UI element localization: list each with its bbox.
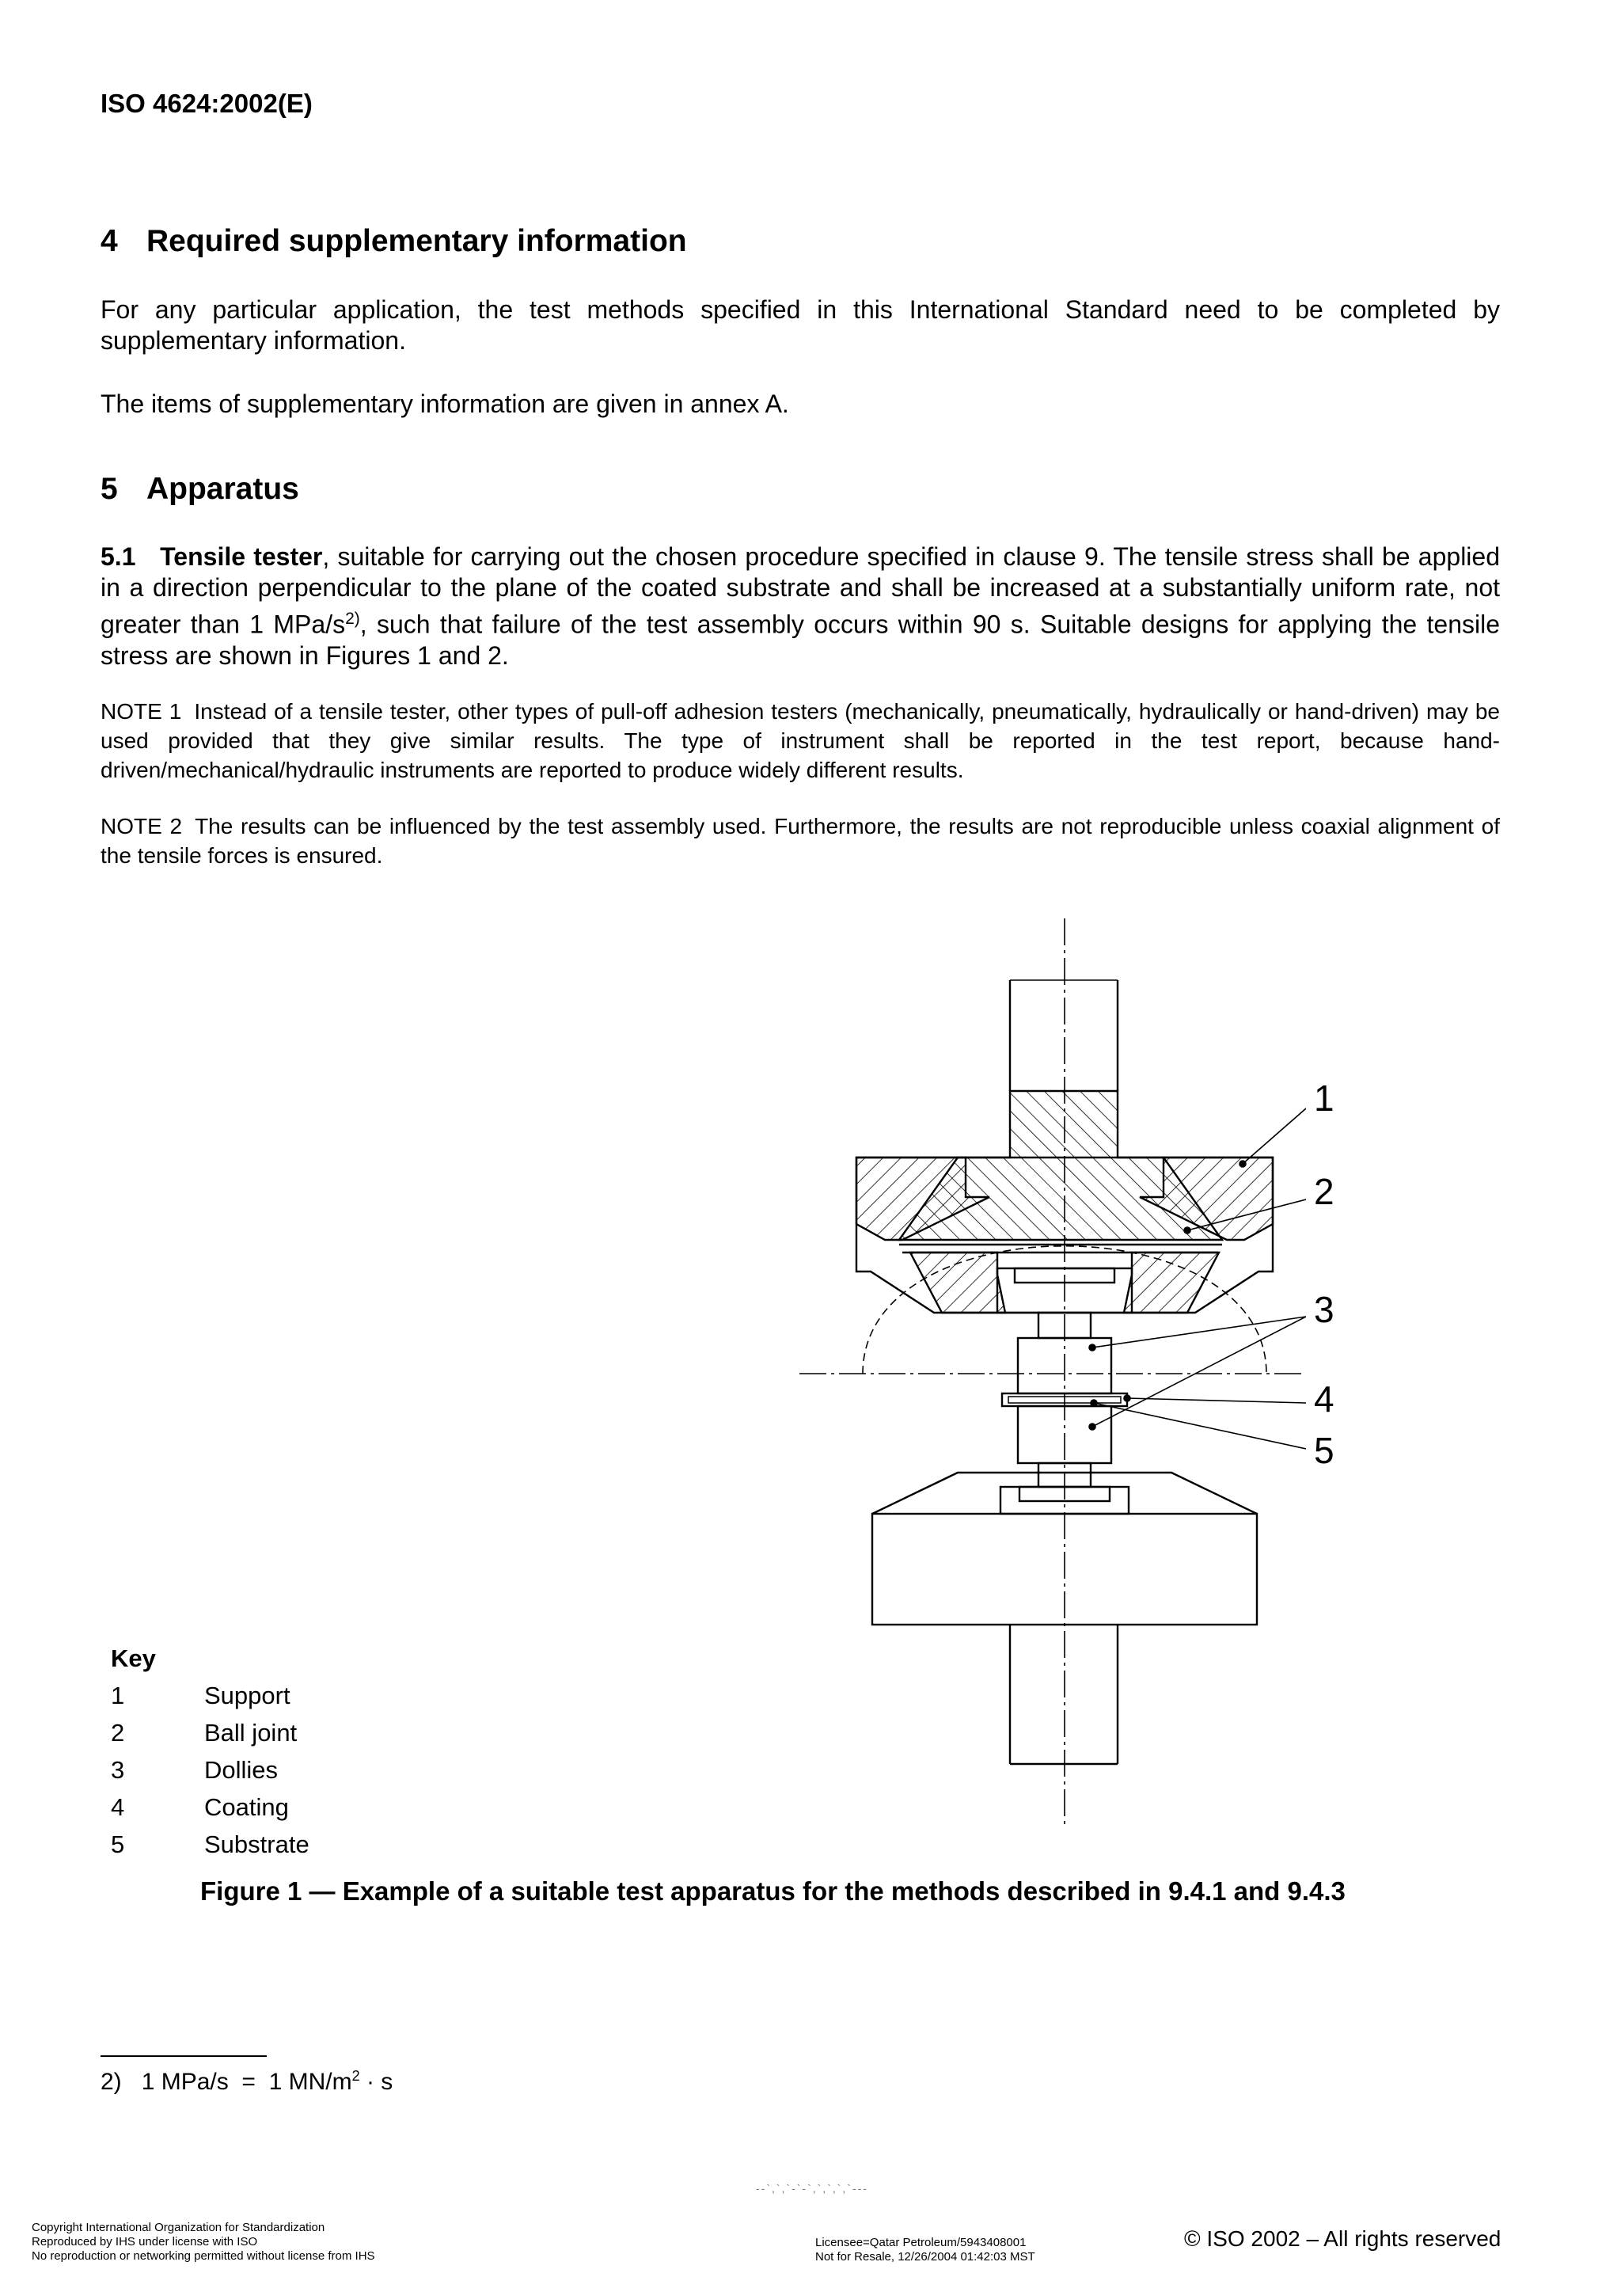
key-row (111, 1830, 309, 1859)
key-number: 3 (111, 1756, 125, 1784)
note-label: NOTE 2 (101, 814, 183, 838)
key-row (111, 1719, 297, 1747)
callout-5: 5 (1314, 1430, 1334, 1471)
clause-number: 5.1 (101, 542, 136, 571)
footer-line: No reproduction or networking permitted without license from IHS (32, 2249, 375, 2263)
section-title: Required supplementary information (146, 224, 687, 258)
section-4-heading (101, 224, 687, 259)
key-number: 2 (111, 1719, 125, 1747)
callout-3: 3 (1314, 1289, 1334, 1330)
document-id: ISO 4624:2002(E) (101, 89, 313, 118)
footer-licensee (815, 2236, 1035, 2264)
support-lower-hatch (910, 1253, 1005, 1313)
section-4-paragraph-2: The items of supplementary information are given in annex A. (101, 390, 789, 418)
callout-4: 4 (1314, 1378, 1334, 1420)
footnote-number: 2) (101, 2069, 122, 2095)
section-4-paragraph-1: For any particular application, the test methods specified in this International Standard need to be completed by supplementary information. (101, 295, 1500, 355)
support-lower-hatch-right (1124, 1253, 1219, 1313)
footer-line: Reproduced by IHS under license with ISO (32, 2235, 258, 2248)
footnote-reference: 2) (345, 610, 360, 628)
note-label: NOTE 1 (101, 699, 182, 724)
scan-artifact: --`,`,`-`-`,`,`,`,`--- (756, 2182, 868, 2195)
note-text: Instead of a tensile tester, other types of pull-off adhesion testers (mechanically, pneumatically, hydraulically or hand-driven) may be used provided that they give similar results. The type of instrument shall be reported in the test report, because hand-driven/mechanical/hydraulic instruments are reported to produce widely different results. (101, 699, 1500, 782)
lower-shaft (1010, 1625, 1118, 1764)
footnote-equals: = (241, 2069, 256, 2095)
figure-caption: Figure 1 — Example of a suitable test apparatus for the methods described in 9.4.1 and 9.4.3 (200, 1876, 1346, 1906)
footnote-rule (101, 2055, 267, 2057)
key-row (111, 1793, 289, 1822)
clause-text-b: , such that failure of the test assembly occurs within 90 s. Suitable designs for applying the tensile stress are shown in Figures 1 and 2. (101, 610, 1501, 670)
key-label: Support (204, 1682, 290, 1709)
footnote-text-b: 1 MN/m (268, 2069, 352, 2095)
key-label: Coating (204, 1793, 289, 1821)
footnote-text-a: 1 MPa/s (141, 2069, 229, 2095)
section-number: 4 (101, 224, 118, 258)
callout-1: 1 (1314, 1078, 1334, 1119)
footer-line: Not for Resale, 12/26/2004 01:42:03 MST (815, 2250, 1035, 2264)
footer-line: Copyright International Organization for Standardization (32, 2221, 325, 2234)
clause-text-a: , suitable for carrying out the chosen procedure specified in clause 9. The tensile stress shall be applied in a direction perpendicular to the plane of the coated substrate and shall be increased at a substantially uniform rate, not greater than 1 MPa/s (101, 542, 1501, 639)
key-label: Dollies (204, 1756, 279, 1784)
footer-rights: © ISO 2002 – All rights reserved (1184, 2226, 1501, 2251)
note-1 (101, 697, 1500, 785)
key-heading: Key (111, 1644, 156, 1672)
note-2 (101, 812, 1500, 870)
clause-5-1-paragraph (101, 542, 1500, 671)
key-label: Substrate (204, 1830, 309, 1858)
upper-shaft (1010, 980, 1118, 1091)
figure-1-apparatus-drawing (799, 918, 1306, 1837)
key-row (111, 1682, 290, 1710)
note-text: The results can be influenced by the test assembly used. Furthermore, the results are not reproducible unless coaxial alignment of the tensile forces is ensured. (101, 814, 1500, 868)
footnote-superscript: 2 (351, 2068, 360, 2084)
footnote (101, 2068, 393, 2096)
key-number: 4 (111, 1793, 125, 1821)
footnote-text-c: · s (366, 2069, 393, 2095)
section-5-heading (101, 472, 299, 507)
section-title: Apparatus (146, 472, 299, 506)
key-number: 5 (111, 1830, 125, 1858)
key-label: Ball joint (204, 1719, 298, 1747)
key-number: 1 (111, 1682, 125, 1709)
footer-line: Licensee=Qatar Petroleum/5943408001 (815, 2236, 1027, 2249)
section-number: 5 (101, 472, 118, 506)
callout-2: 2 (1314, 1171, 1334, 1212)
clause-term: Tensile tester (160, 542, 323, 571)
key-row (111, 1756, 278, 1785)
footer-copyright (32, 2221, 375, 2264)
